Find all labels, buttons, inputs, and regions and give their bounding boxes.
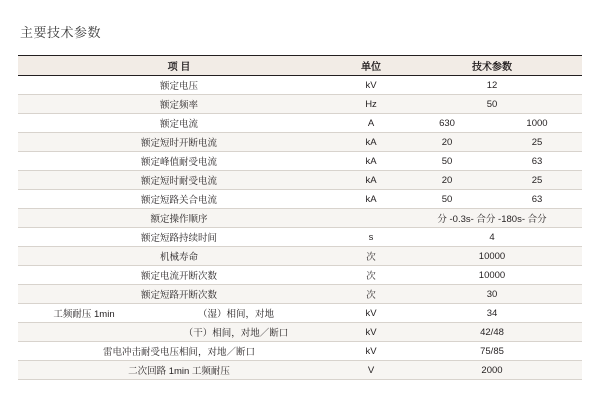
cell-item: 额定短时耐受电流 <box>18 171 340 190</box>
cell-value: 34 <box>402 304 582 323</box>
cell-value: 75/85 <box>402 342 582 361</box>
cell-value: 1000 <box>492 114 582 133</box>
cell-unit: Hz <box>340 95 402 114</box>
table-row <box>18 247 582 266</box>
cell-unit: s <box>340 228 402 247</box>
cell-value: 10000 <box>402 247 582 266</box>
table-row <box>18 190 582 209</box>
cell-unit: kV <box>340 76 402 95</box>
cell-item: 额定电流开断次数 <box>18 266 340 285</box>
table-row <box>18 95 582 114</box>
cell-item: 二次回路 1min 工频耐压 <box>18 361 340 380</box>
column-header-item: 项 目 <box>18 56 340 76</box>
cell-unit: kV <box>340 323 402 342</box>
cell-unit: kA <box>340 152 402 171</box>
cell-value: 63 <box>492 190 582 209</box>
table-row <box>18 304 582 323</box>
cell-item: 额定短路关合电流 <box>18 190 340 209</box>
cell-item-sublabel: （干）相间，对地／断口 <box>183 328 289 339</box>
cell-value: 20 <box>402 171 492 190</box>
cell-value: 20 <box>402 133 492 152</box>
cell-item: 额定短路持续时间 <box>18 228 340 247</box>
cell-item-sublabel: （湿）相间，对地 <box>197 309 274 320</box>
cell-unit: kV <box>340 304 402 323</box>
cell-unit: 次 <box>340 266 402 285</box>
cell-unit <box>340 209 402 228</box>
cell-item-label: 工频耐压 1min <box>53 309 115 320</box>
cell-value: 25 <box>492 171 582 190</box>
cell-unit: 次 <box>340 247 402 266</box>
cell-value: 630 <box>402 114 492 133</box>
cell-item: 额定频率 <box>18 95 340 114</box>
table-row <box>18 171 582 190</box>
column-header-parameters: 技术参数 <box>402 56 582 76</box>
cell-value: 50 <box>402 190 492 209</box>
table-row <box>18 133 582 152</box>
column-header-unit: 单位 <box>340 56 402 76</box>
table-row <box>18 209 582 228</box>
table-row <box>18 76 582 95</box>
table-row <box>18 114 582 133</box>
cell-value: 30 <box>402 285 582 304</box>
table-header <box>18 56 582 76</box>
cell-value: 63 <box>492 152 582 171</box>
table-row <box>18 152 582 171</box>
cell-item: 机械寿命 <box>18 247 340 266</box>
cell-value: 50 <box>402 152 492 171</box>
cell-unit: kA <box>340 190 402 209</box>
cell-item <box>18 323 340 342</box>
cell-item: 额定短时开断电流 <box>18 133 340 152</box>
cell-unit: V <box>340 361 402 380</box>
table-header-row <box>18 56 582 76</box>
technical-parameters-table <box>18 55 582 380</box>
cell-value: 10000 <box>402 266 582 285</box>
cell-unit: kA <box>340 171 402 190</box>
cell-unit: kA <box>340 133 402 152</box>
table-row <box>18 228 582 247</box>
table-row <box>18 361 582 380</box>
cell-item: 额定操作顺序 <box>18 209 340 228</box>
table-body <box>18 76 582 380</box>
table-row <box>18 266 582 285</box>
page-title: 主要技术参数 <box>20 25 102 40</box>
cell-item: 额定电流 <box>18 114 340 133</box>
cell-unit: 次 <box>340 285 402 304</box>
cell-item: 额定峰值耐受电流 <box>18 152 340 171</box>
cell-value: 42/48 <box>402 323 582 342</box>
cell-item: 额定短路开断次数 <box>18 285 340 304</box>
cell-item: 雷电冲击耐受电压相间，对地／断口 <box>18 342 340 361</box>
cell-unit: A <box>340 114 402 133</box>
cell-value: 2000 <box>402 361 582 380</box>
table-row <box>18 342 582 361</box>
cell-item <box>18 304 340 323</box>
table-row <box>18 285 582 304</box>
cell-item: 额定电压 <box>18 76 340 95</box>
cell-value: 分 -0.3s- 合分 -180s- 合分 <box>402 209 582 228</box>
cell-value: 50 <box>402 95 582 114</box>
cell-value: 12 <box>402 76 582 95</box>
cell-value: 4 <box>402 228 582 247</box>
cell-unit: kV <box>340 342 402 361</box>
cell-value: 25 <box>492 133 582 152</box>
table-row <box>18 323 582 342</box>
